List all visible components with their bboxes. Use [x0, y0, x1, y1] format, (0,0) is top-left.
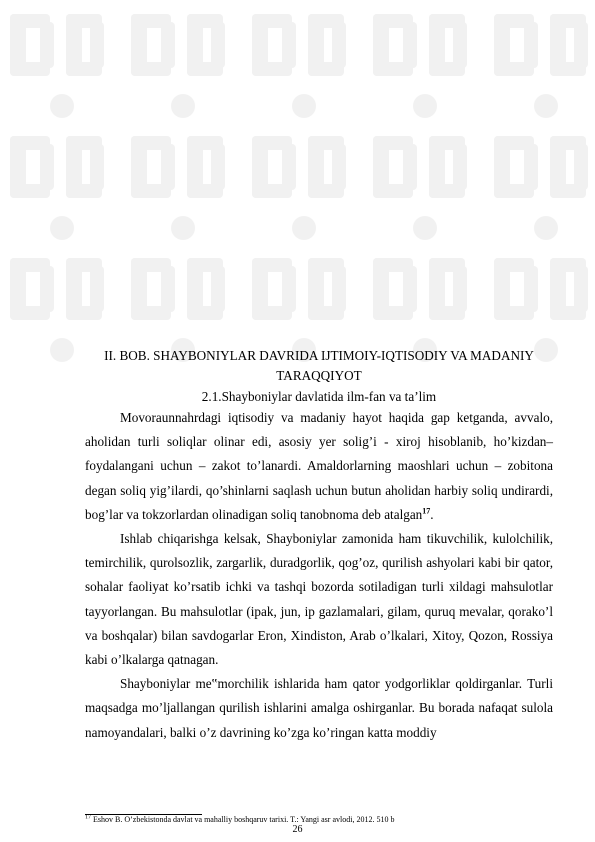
body-text: [85, 406, 553, 745]
footnote-number: 17: [85, 814, 91, 821]
paragraph-1-tail: .: [430, 506, 434, 522]
chapter-heading-line-2: TARAQQIYOT: [276, 368, 362, 383]
section-title: 2.1.Shayboniylar davlatida ilm-fan va ta’lim: [201, 389, 437, 404]
footnote-text: Eshov B. O’zbekistonda davlat va mahalliy boshqaruv tarixi. T.: Yangi asr avlodi, 2012. 510 b: [91, 815, 395, 824]
chapter-heading-line-1: II. BOB. SHAYBONIYLAR DAVRIDA IJTIMOIY-IQTISODIY VA MADANIY: [104, 348, 534, 363]
paragraph-1: [85, 406, 553, 527]
footnote-reference[interactable]: 17: [422, 506, 431, 516]
paragraph-2: Ishlab chiqarishga kelsak, Shayboniylar zamonida ham tikuvchilik, kulolchilik, temirchilik, qurolsozlik, zargarlik, duradgorlik, qog’oz, qurilish ashyolari kabi bir qator, sohalar faoliyat ko’rsatib ichki va tashqi bozorda sotiladigan turli xildagi mahsulotlar tayyorlangan. Bu mahsulotlar (ipak, jun, ip gazlamalari, gilam, quruq mevalar, qorako’l va boshqalar) bilan savdogarlar Eron, Xindiston, Arab o’lkalari, Xitoy, Qozon, Rossiya kabi o’lkalarga qatnagan.: [85, 531, 553, 668]
paragraph-1-text: Movoraunnahrdagi iqtisodiy va madaniy hayot haqida gap ketganda, avvalo, aholidan turli soliqlar olinar edi, asosiy yer solig’i - xiroj hisoblanib, ho’kizdan–foydalangani uchun – zakot to’lanardi. Amaldorlarning maoshlari uchun – zobitona degan soliq yig’ilardi, qo’shinlarni saqlash uchun butun aholidan harbiy soliq undirardi, bog’lar va tokzorlardan olinadigan soliq tanobnoma deb atalgan: [85, 410, 553, 522]
paragraph-3: Shayboniylar me‟morchilik ishlarida ham qator yodgorliklar qoldirganlar. Turli maqsadga mo’ljallangan qurilish ishlarini amalga oshirganlar. Bu borada nafaqat sulola namoyandalari, balki o’z davrining ko’zga ko’ringan katta moddiy: [85, 676, 553, 740]
page-number: 26: [292, 824, 303, 835]
